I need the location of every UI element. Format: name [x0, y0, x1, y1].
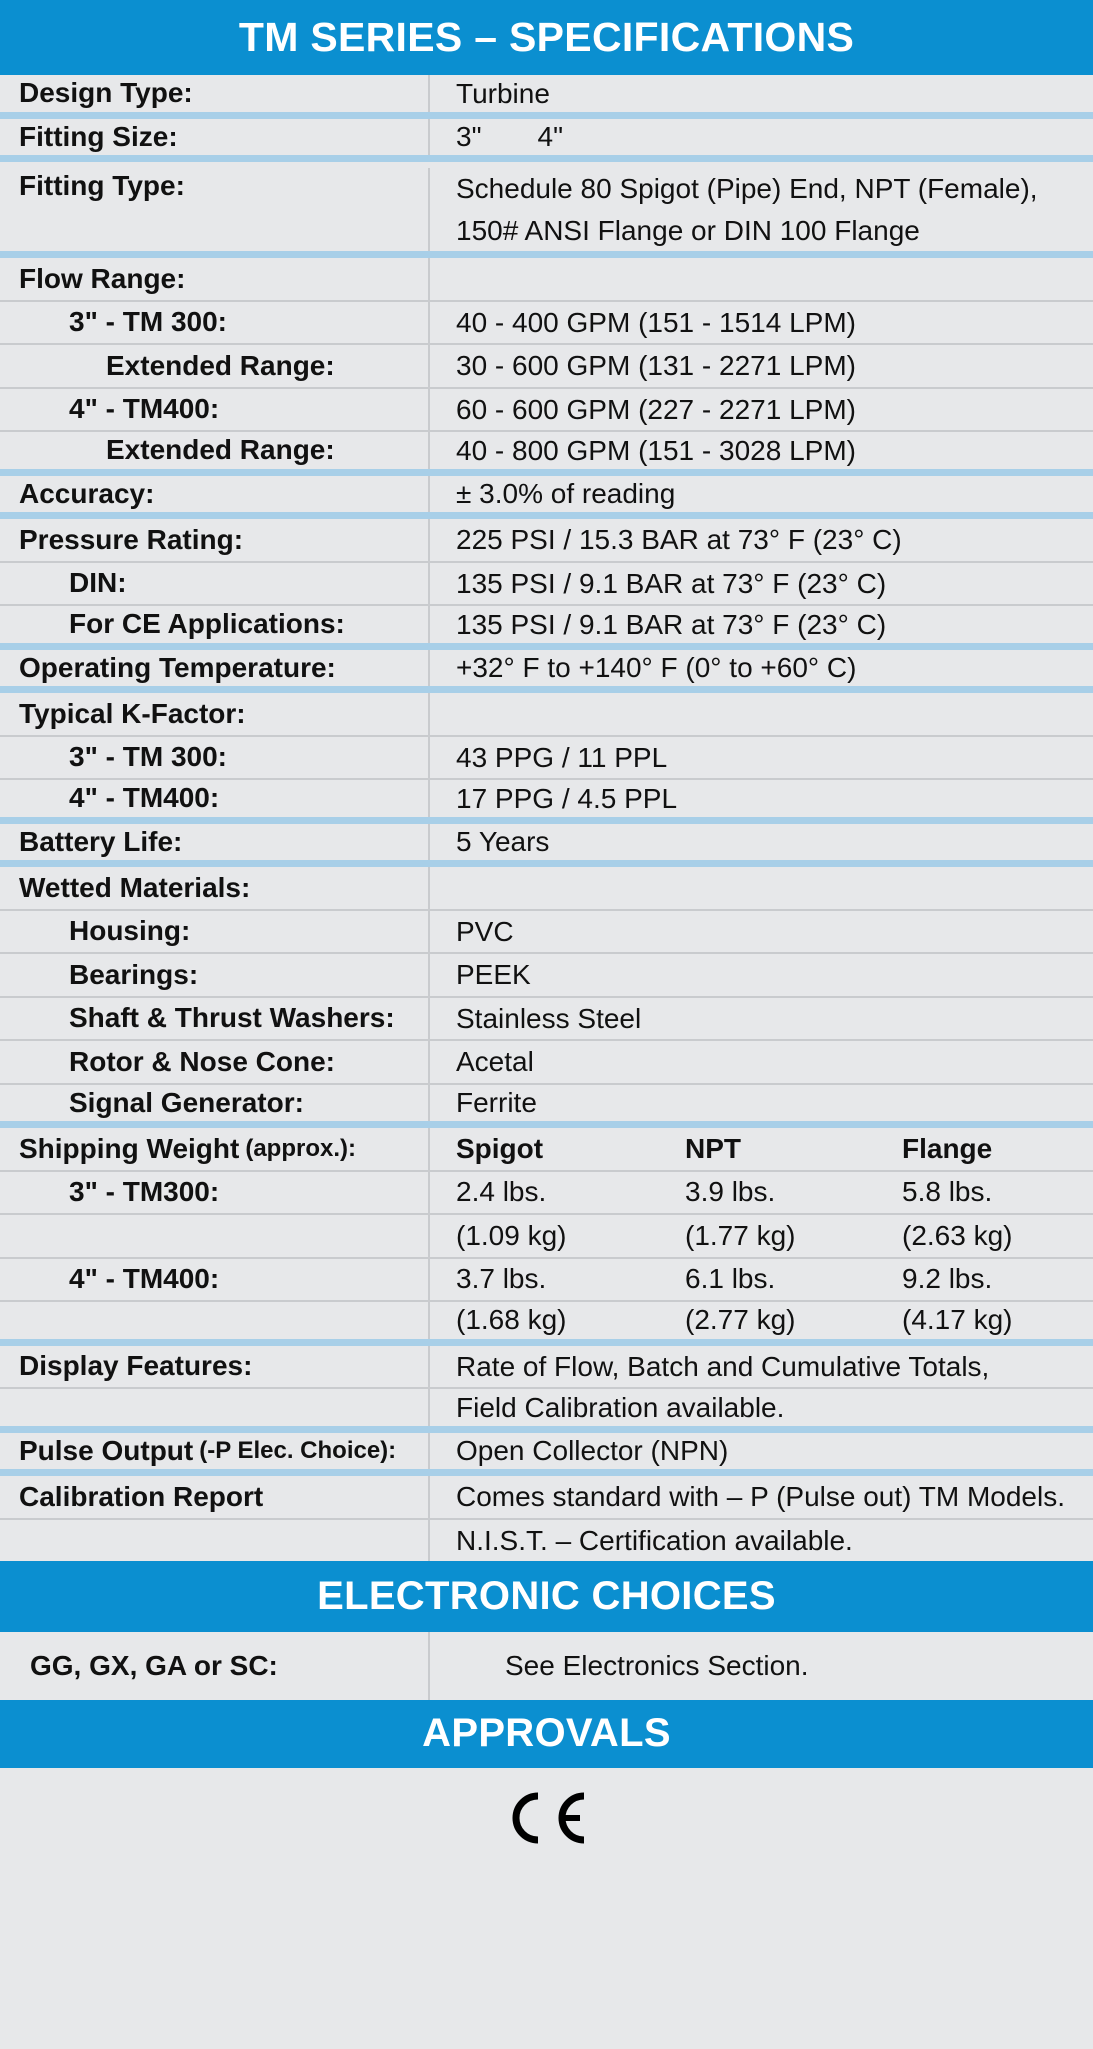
spec-subrow: [0, 1041, 1093, 1085]
spec-label: [0, 1433, 430, 1470]
spec-sublabel: 4" - TM400:: [0, 389, 430, 431]
spec-row-k-factor: [0, 693, 1093, 737]
spec-value-line: Rate of Flow, Batch and Cumulative Totals,: [456, 1350, 990, 1382]
spec-row-fitting-size: [0, 119, 1093, 163]
weight-cell: (1.09 kg): [456, 1219, 567, 1251]
spec-value: Turbine: [456, 77, 550, 109]
col-header-npt: NPT: [685, 1132, 741, 1164]
spec-row-shipping: [0, 1128, 1093, 1172]
spec-value: [430, 168, 1038, 252]
spec-label: Accuracy:: [0, 476, 430, 513]
spec-row-calibration: [0, 1476, 1093, 1520]
weight-cell: 6.1 lbs.: [685, 1263, 776, 1295]
spec-table: [0, 75, 1093, 1561]
spec-value: Ferrite: [456, 1087, 537, 1119]
spec-value: +32° F to +140° F (0° to +60° C): [456, 652, 857, 684]
spec-value: 40 - 400 GPM (151 - 1514 LPM): [456, 306, 856, 338]
spec-value: 225 PSI / 15.3 BAR at 73° F (23° C): [456, 524, 902, 556]
weight-cell: (2.77 kg): [685, 1304, 796, 1336]
spec-value: 40 - 800 GPM (151 - 3028 LPM): [456, 434, 856, 466]
electronic-choices-row: [0, 1632, 1093, 1700]
spec-label: Fitting Type:: [0, 168, 430, 251]
spec-sublabel: Extended Range:: [0, 432, 430, 469]
spec-value: Open Collector (NPN): [456, 1435, 729, 1467]
weight-cell: (1.68 kg): [456, 1304, 567, 1336]
section-title: ELECTRONIC CHOICES: [317, 1573, 776, 1618]
spec-value: Acetal: [456, 1046, 534, 1078]
spec-row-pressure: [0, 519, 1093, 563]
spec-value: 30 - 600 GPM (131 - 2271 LPM): [456, 350, 856, 382]
spec-subrow: [0, 389, 1093, 433]
spec-sublabel: 3" - TM 300:: [0, 737, 430, 779]
electronic-choices-banner: [0, 1561, 1093, 1632]
spec-subrow: [0, 432, 1093, 476]
fitting-size-3: 3": [456, 121, 482, 153]
spec-value-line: Field Calibration available.: [456, 1391, 785, 1423]
shipping-note: (approx.):: [245, 1134, 357, 1162]
spec-value: PVC: [456, 915, 514, 947]
shipping-headers: [430, 1133, 992, 1165]
spec-row-display: [0, 1346, 1093, 1390]
spec-value: 60 - 600 GPM (227 - 2271 LPM): [456, 393, 856, 425]
weight-cell: (2.63 kg): [902, 1219, 1013, 1251]
spec-row-accuracy: [0, 476, 1093, 520]
spec-sublabel: Bearings:: [0, 954, 430, 996]
spec-value: 135 PSI / 9.1 BAR at 73° F (23° C): [456, 567, 887, 599]
spec-value-line: Comes standard with – P (Pulse out) TM Models.: [456, 1481, 1065, 1513]
spec-value: ± 3.0% of reading: [456, 478, 676, 510]
spec-value: 5 Years: [456, 826, 550, 858]
spec-value: 135 PSI / 9.1 BAR at 73° F (23° C): [456, 608, 887, 640]
spec-sublabel: 4" - TM400:: [0, 780, 430, 817]
spec-value: PEEK: [456, 959, 531, 991]
spec-subrow: [0, 563, 1093, 607]
spec-value-line: 150# ANSI Flange or DIN 100 Flange: [456, 215, 920, 246]
spec-sublabel: Extended Range:: [0, 345, 430, 387]
col-header-spigot: Spigot: [456, 1132, 544, 1164]
weight-cell: 3.7 lbs.: [456, 1263, 547, 1295]
col-header-flange: Flange: [902, 1132, 993, 1164]
pulse-note: (-P Elec. Choice):: [199, 1436, 397, 1464]
spec-sublabel: 3" - TM300:: [0, 1172, 430, 1214]
weight-cell: 2.4 lbs.: [456, 1176, 547, 1208]
spec-label: Design Type:: [0, 75, 430, 112]
spec-row-wetted: [0, 867, 1093, 911]
approvals-area: [0, 1768, 1093, 1868]
spec-subrow: [0, 1215, 1093, 1259]
spec-label: Typical K-Factor:: [0, 693, 430, 735]
spec-sublabel: 3" - TM 300:: [0, 302, 430, 344]
spec-subrow: [0, 302, 1093, 346]
fitting-size-4: 4": [537, 121, 564, 153]
spec-subrow: [0, 1172, 1093, 1216]
weight-cell: 9.2 lbs.: [902, 1263, 993, 1295]
spec-subrow: [0, 911, 1093, 955]
pulse-label: Pulse Output: [19, 1434, 194, 1466]
spec-title-banner: [0, 0, 1093, 75]
spec-value: 43 PPG / 11 PPL: [456, 741, 668, 773]
weight-cell: 3.9 lbs.: [685, 1176, 776, 1208]
ce-mark-icon: [502, 1788, 592, 1848]
spec-label: Pressure Rating:: [0, 519, 430, 561]
spec-value-line: N.I.S.T. – Certification available.: [456, 1524, 853, 1556]
approvals-banner: [0, 1700, 1093, 1768]
spec-value: 17 PPG / 4.5 PPL: [456, 782, 678, 814]
weight-cell: (1.77 kg): [685, 1219, 796, 1251]
spec-subrow: [0, 1520, 1093, 1561]
spec-row-pulse: [0, 1433, 1093, 1477]
section-title: APPROVALS: [422, 1711, 671, 1755]
spec-subrow: [0, 345, 1093, 389]
spec-subrow: [0, 780, 1093, 824]
spec-label: Operating Temperature:: [0, 650, 430, 687]
spec-sublabel: 4" - TM400:: [0, 1259, 430, 1301]
spec-subrow: [0, 606, 1093, 650]
spec-label: Wetted Materials:: [0, 867, 430, 909]
spec-value: Stainless Steel: [456, 1002, 642, 1034]
spec-value: [430, 115, 563, 158]
electronic-choices-value: See Electronics Section.: [505, 1650, 809, 1681]
spec-label: Calibration Report: [0, 1476, 430, 1518]
spec-sublabel: Signal Generator:: [0, 1085, 430, 1122]
spec-label: Flow Range:: [0, 258, 430, 300]
spec-subrow: [0, 1389, 1093, 1433]
shipping-label: Shipping Weight: [19, 1132, 240, 1164]
spec-label: Fitting Size:: [0, 119, 430, 156]
spec-subrow: [0, 1259, 1093, 1303]
spec-subrow: [0, 1085, 1093, 1129]
spec-subrow: [0, 737, 1093, 781]
spec-row-operating-temp: [0, 650, 1093, 694]
spec-subrow: [0, 1302, 1093, 1346]
spec-label: Display Features:: [0, 1346, 430, 1388]
spec-subrow: [0, 954, 1093, 998]
spec-sublabel: Housing:: [0, 911, 430, 953]
spec-sublabel: DIN:: [0, 563, 430, 605]
spec-row-battery: [0, 824, 1093, 868]
spec-sublabel: Shaft & Thrust Washers:: [0, 998, 430, 1040]
spec-row-design-type: [0, 75, 1093, 119]
spec-value-line: Schedule 80 Spigot (Pipe) End, NPT (Female),: [456, 173, 1038, 204]
spec-row-flow-range: [0, 258, 1093, 302]
spec-row-fitting-type: [0, 162, 1093, 258]
spec-label: [0, 1128, 430, 1170]
electronic-choices-label: GG, GX, GA or SC:: [0, 1632, 430, 1700]
spec-sublabel: Rotor & Nose Cone:: [0, 1041, 430, 1083]
spec-sublabel: For CE Applications:: [0, 606, 430, 643]
weight-cell: 5.8 lbs.: [902, 1176, 993, 1208]
weight-cell: (4.17 kg): [902, 1304, 1013, 1336]
spec-subrow: [0, 998, 1093, 1042]
page-title: TM SERIES – SPECIFICATIONS: [238, 14, 855, 60]
spec-label: Battery Life:: [0, 824, 430, 861]
